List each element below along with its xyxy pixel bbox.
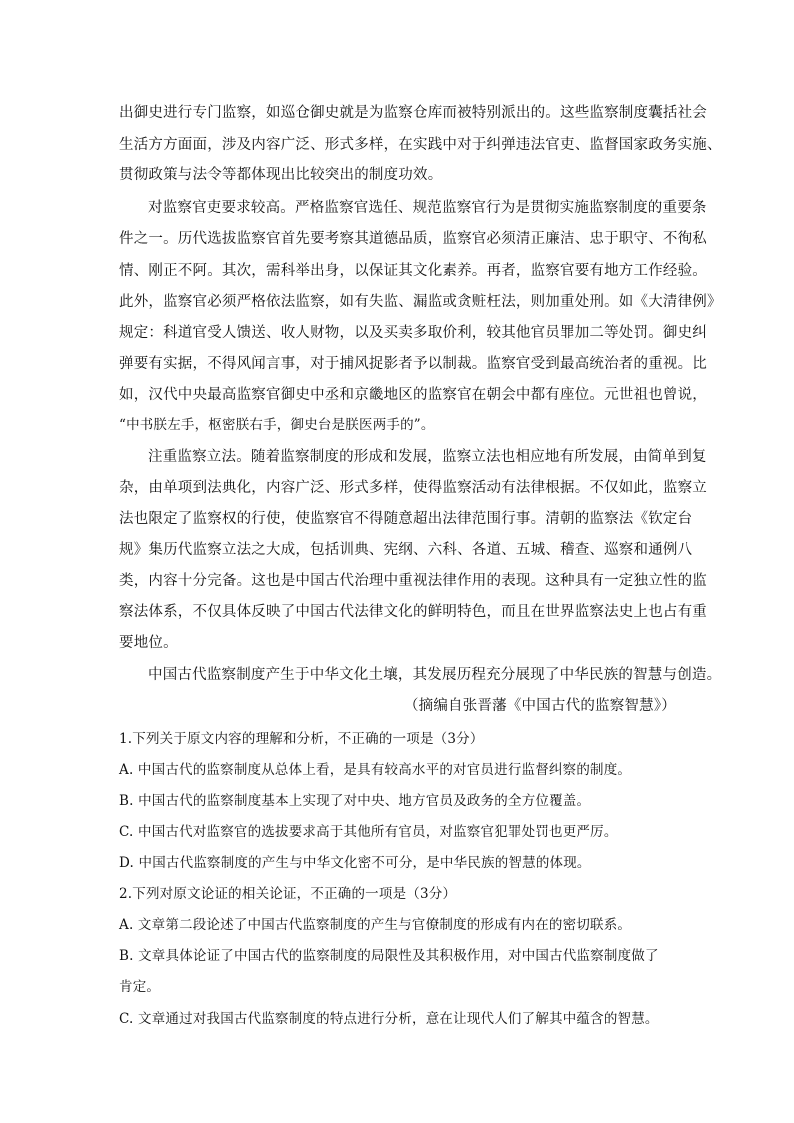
body-text-line: 如，汉代中央最高监察官御史中丞和京畿地区的监察官在朝会中都有座位。元世祖也曾说， (119, 387, 707, 403)
question-1: 1.下列关于原文内容的理解和分析，不正确的一项是（3分） (119, 731, 484, 747)
body-text-line: 出御史进行专门监察，如巡仓御史就是为监察仓库而被特别派出的。这些监察制度囊括社会 (119, 105, 707, 121)
body-text-line: 生活方方面面，涉及内容广泛、形式多样，在实践中对于纠弹违法官吏、监督国家政务实施、 (119, 137, 722, 153)
option-2b: B. 文章具体论证了中国古代的监察制度的局限性及其积极作用，对中国古代监察制度做了 (119, 948, 659, 964)
paragraph-start: 对监察官吏要求较高。严格监察官选任、规范监察官行为是贯彻实施监察制度的重要条 (148, 200, 707, 216)
paragraph-start: 注重监察立法。随着监察制度的形成和发展，监察立法也相应地有所发展，由简单到复 (148, 449, 707, 465)
option-2c: C. 文章通过对我国古代监察制度的特点进行分析，意在让现代人们了解其中蕴含的智慧。 (119, 1011, 659, 1027)
body-text-line: 要地位。 (119, 635, 178, 651)
concluding-paragraph: 中国古代监察制度产生于中华文化土壤，其发展历程充分展现了中华民族的智慧与创造。 (148, 667, 722, 683)
option-1a: A. 中国古代的监察制度从总体上看，是具有较高水平的对官员进行监督纠察的制度。 (119, 762, 632, 778)
question-2: 2.下列对原文论证的相关论证，不正确的一项是（3分） (119, 886, 457, 902)
quote-line: “中书朕左手，枢密朕右手，御史台是朕医两手的”。 (119, 417, 435, 433)
body-text-line: 弹要有实据，不得风闻言事，对于捕风捉影者予以制裁。监察官受到最高统治者的重视。比 (119, 356, 707, 372)
option-1d: D. 中国古代监察制度的产生与中华文化密不可分，是中华民族的智慧的体现。 (119, 855, 591, 871)
option-1b: B. 中国古代的监察制度基本上实现了对中央、地方官员及政务的全方位覆盖。 (119, 793, 591, 809)
body-text-line: 类，内容十分完备。这也是中国古代治理中重视法律作用的表现。这种具有一定独立性的监 (119, 573, 707, 589)
body-text-line: 情、刚正不阿。其次，需科举出身，以保证其文化素养。再者，监察官要有地方工作经验。 (119, 263, 707, 279)
option-2b-continued: 肯定。 (119, 979, 161, 995)
option-2a: A. 文章第二段论述了中国古代监察制度的产生与官僚制度的形成有内在的密切联系。 (119, 917, 632, 933)
body-text-line: 杂，由单项到法典化，内容广泛、形式多样，使得监察活动有法律根据。不仅如此，监察立 (119, 480, 707, 496)
body-text-line: 此外，监察官必须严格依法监察，如有失监、漏监或贪赃枉法，则加重处刑。如《大清律例》 (119, 294, 722, 310)
body-text-line: 察法体系，不仅具体反映了中国古代法律文化的鲜明特色，而且在世界监察法史上也占有重 (119, 604, 707, 620)
body-text-line: 件之一。历代选拔监察官首先要考察其道德品质，监察官必须清正廉洁、忠于职守、不徇私 (119, 231, 707, 247)
body-text-line: 贯彻政策与法令等都体现出比较突出的制度功效。 (119, 167, 443, 183)
option-1c: C. 中国古代对监察官的选拔要求高于其他所有官员，对监察官犯罪处罚也更严厉。 (119, 824, 618, 840)
body-text-line: 法也限定了监察权的行使，使监察官不得随意超出法律范围行事。清朝的监察法《钦定台 (119, 511, 693, 527)
body-text-line: 规定：科道官受人馈送、收人财物，以及买卖多取价利，较其他官员罪加二等处罚。御史纠 (119, 325, 707, 341)
body-text-line: 规》集历代监察立法之大成，包括训典、宪纲、六科、各道、五城、稽查、巡察和通例八 (119, 542, 693, 558)
source-citation: （摘编自张晋藩《中国古代的监察智慧》） (403, 698, 676, 714)
